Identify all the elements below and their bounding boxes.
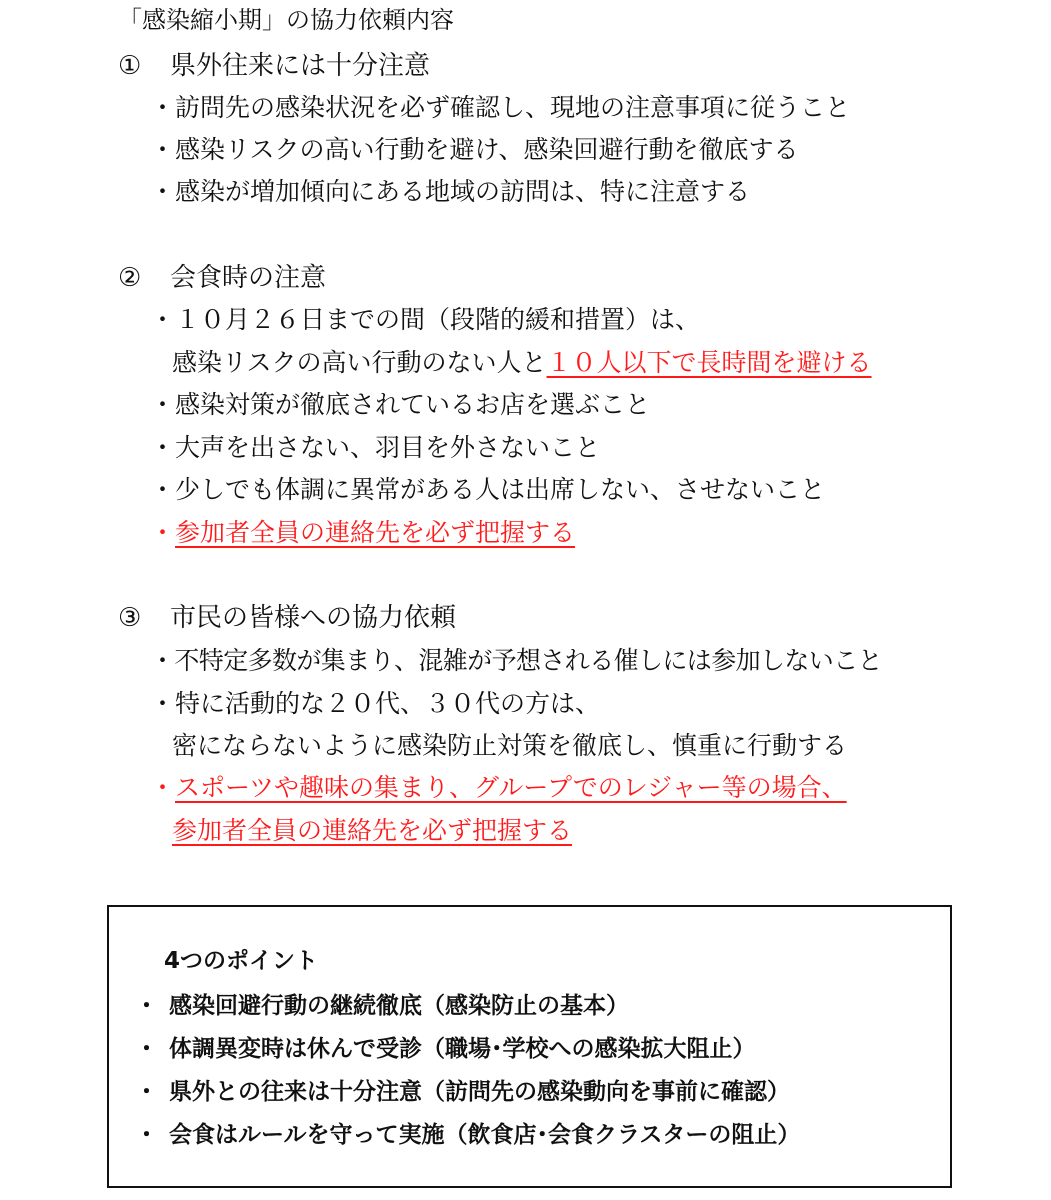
section-2-item-3: ・大声を出さない、羽目を外さないこと [150, 433, 601, 462]
section-2-title: 会食時の注意 [170, 263, 327, 293]
section-2-item-4: ・少しでも体調に異常がある人は出席しない、させないこと [150, 475, 826, 504]
point-2-text: 体調異変時は休んで受診（職場･学校への感染拡大阻止） [169, 1036, 756, 1062]
section-3-item-2-continued: 密にならないように感染防止対策を徹底し、慎重に行動する [172, 731, 848, 760]
section-2-emphasis-contacts: 参加者全員の連絡先を必ず把握する [175, 518, 576, 547]
section-2-item-5-bullet: ・ [150, 518, 176, 547]
section-3-number: ③ [118, 603, 142, 633]
section-3-emphasis-gatherings: スポーツや趣味の集まり、グループでのレジャー等の場合、 [175, 773, 847, 802]
section-2-item-1: ・１０月２６日までの間（段階的緩和措置）は、 [150, 305, 701, 334]
point-3-bullet: ・ [135, 1079, 158, 1105]
section-1-number: ① [118, 51, 142, 81]
four-points-heading: 4つのポイント [164, 948, 319, 974]
point-3-text: 県外との往来は十分注意（訪問先の感染動向を事前に確認） [169, 1079, 790, 1105]
section-2-item-1-text: 感染リスクの高い行動のない人と [172, 348, 547, 377]
point-3 [135, 1073, 790, 1106]
section-3-emphasis-contacts [172, 815, 572, 847]
section-3-item-3-bullet: ・ [150, 773, 176, 802]
section-2-heading [118, 262, 326, 294]
point-1-bullet: ・ [135, 993, 158, 1019]
section-3-emphasis-contacts-text: 参加者全員の連絡先を必ず把握する [172, 816, 573, 845]
point-1 [135, 987, 629, 1020]
section-3-item-1: ・不特定多数が集まり、混雑が予想される催しには参加しないこと [150, 646, 883, 675]
four-points-box [107, 905, 952, 1188]
section-3-title: 市民の皆様への協力依頼 [170, 603, 457, 633]
section-3-heading [118, 602, 456, 634]
point-4-text: 会食はルールを守って実施（飲食店･会食クラスターの阻止） [169, 1122, 801, 1148]
section-1-item-2: ・感染リスクの高い行動を避け、感染回避行動を徹底する [150, 135, 799, 164]
section-1-item-3: ・感染が増加傾向にある地域の訪問は、特に注意する [150, 177, 751, 206]
section-1-heading [118, 50, 430, 82]
point-4 [135, 1116, 800, 1149]
section-3-item-3 [150, 772, 847, 804]
section-2-item-5 [150, 517, 575, 549]
section-2-number: ② [118, 263, 142, 293]
point-2-bullet: ・ [135, 1036, 158, 1062]
section-1-item-1: ・訪問先の感染状況を必ず確認し、現地の注意事項に従うこと [150, 93, 851, 122]
point-1-text: 感染回避行動の継続徹底（感染防止の基本） [169, 993, 629, 1019]
section-2-emphasis-group-limit: １０人以下で長時間を避ける [546, 348, 872, 377]
document-title: 「感染縮小期」の協力依頼内容 [118, 6, 454, 34]
point-4-bullet: ・ [135, 1122, 158, 1148]
section-3-item-2: ・特に活動的な２０代、３０代の方は、 [150, 689, 601, 718]
point-2 [135, 1030, 756, 1063]
section-1-title: 県外往来には十分注意 [170, 51, 431, 81]
section-2-item-2: ・感染対策が徹底されているお店を選ぶこと [150, 390, 651, 419]
section-2-item-1-continued [172, 347, 872, 379]
